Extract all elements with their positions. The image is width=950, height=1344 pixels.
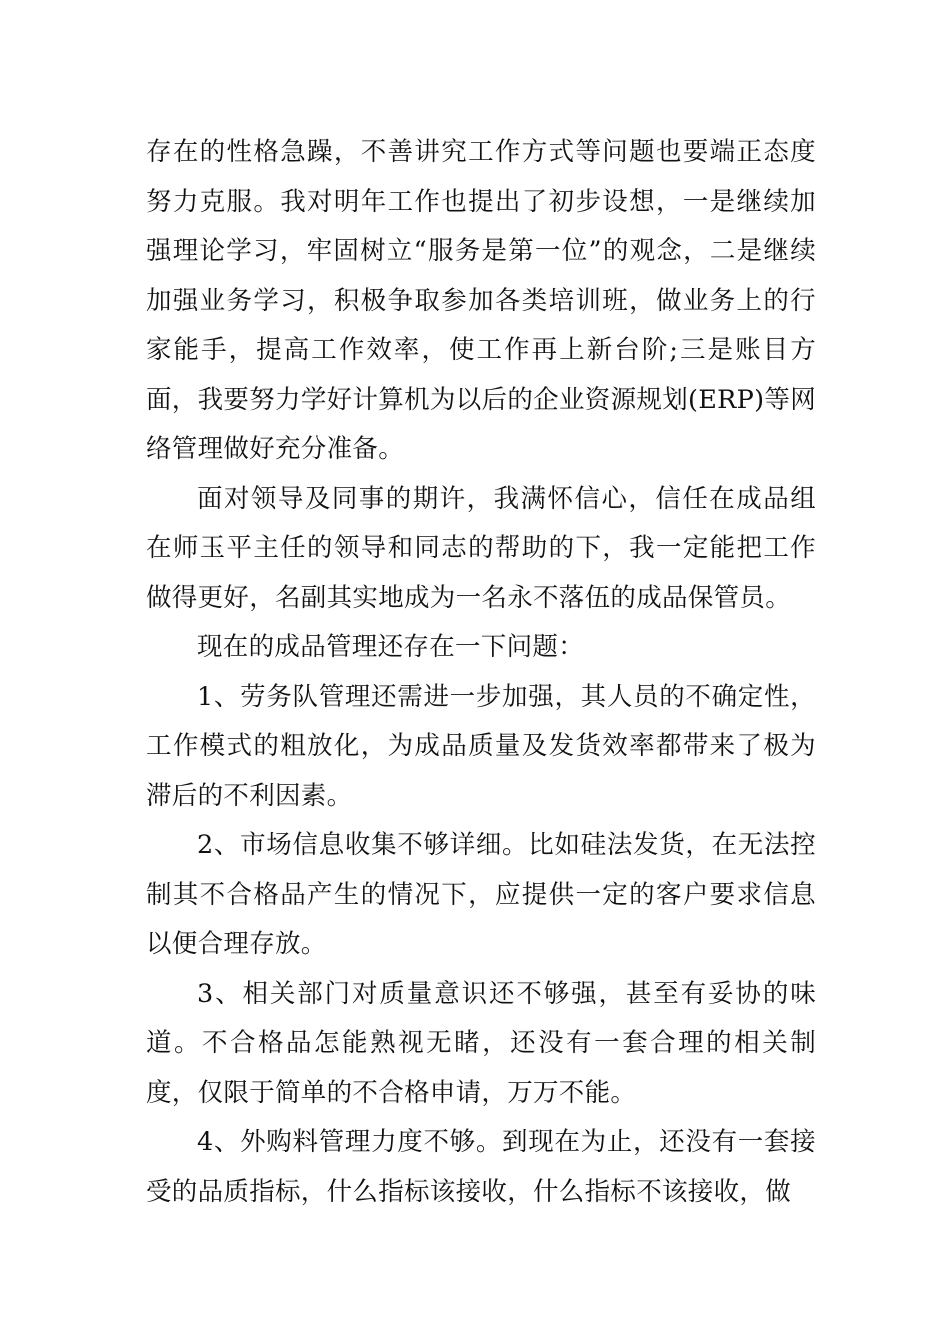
paragraph-2: 面对领导及同事的期许，我满怀信心，信任在成品组在师玉平主任的领导和同志的帮助的下，我一定能把工作做得更好，名副其实地成为一名永不落伍的成品保管员。 [146,483,816,613]
paragraph-7: 4、外购料管理力度不够。到现在为止，还没有一套接受的品质指标，什么指标该接收，什么指标不该接收，做 [146,1127,816,1207]
paragraph-6: 3、相关部门对质量意识还不够强，甚至有妥协的味道。不合格品怎能熟视无睹，还没有一套合理的相关制度，仅限于简单的不合格申请，万万不能。 [146,978,816,1108]
paragraph-4: 1、劳务队管理还需进一步加强，其人员的不确定性，工作模式的粗放化，为成品质量及发货效率都带来了极为滞后的不利因素。 [146,681,816,811]
paragraph-3: 现在的成品管理还存在一下问题： [197,632,585,662]
paragraph-1: 存在的性格急躁，不善讲究工作方式等问题也要端正态度努力克服。我对明年工作也提出了初步设想，一是继续加强理论学习，牢固树立“服务是第一位”的观念，二是继续加强业务学习，积极争取参加各类培训班，做业务上的行家能手，提高工作效率，使工作再上新台阶;三是账目方面，我要努力学好计算机为以后的企业资源规划(ERP)等网络管理做好充分准备。 [146,137,816,464]
document-body [146,128,816,1217]
paragraph-5: 2、市场信息收集不够详细。比如硅法发货，在无法控制其不合格品产生的情况下，应提供一定的客户要求信息以便合理存放。 [146,830,816,959]
